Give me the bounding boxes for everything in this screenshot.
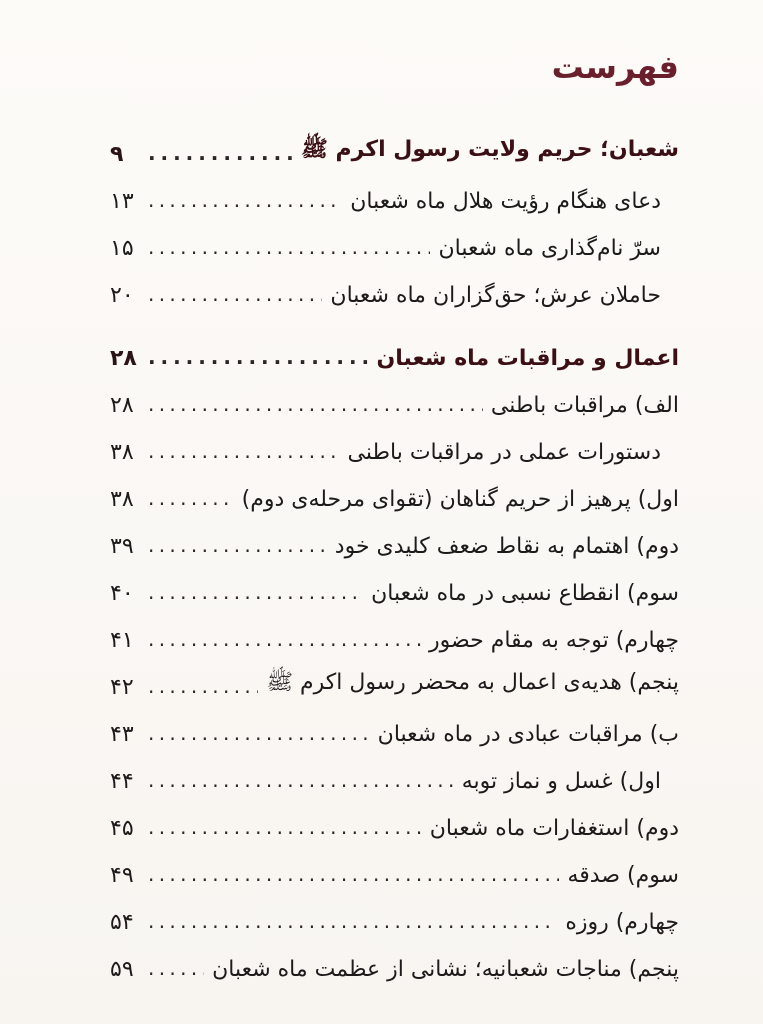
toc-entry-text: اعمال و مراقبات ماه شعبان	[376, 346, 679, 371]
toc-entry[interactable]	[110, 700, 679, 747]
toc-entry[interactable]	[110, 653, 679, 700]
dot-leader	[148, 486, 234, 512]
dot-leader	[148, 439, 340, 465]
toc-entry[interactable]	[110, 214, 679, 261]
toc-entry-page: ۳۸	[110, 440, 134, 465]
toc-entry[interactable]	[110, 794, 679, 841]
toc-entry-page: ۴۴	[110, 769, 134, 794]
dot-leader	[148, 815, 422, 841]
toc-entry-text: حاملان عرش؛ حق‌گزاران ماه شعبان	[330, 283, 661, 308]
toc-entry-page: ۹	[110, 142, 124, 167]
toc-entry[interactable]	[110, 324, 679, 371]
page-title: فهرست	[551, 48, 679, 86]
toc-entry-page: ۲۸	[110, 346, 137, 371]
toc-entry[interactable]	[110, 167, 679, 214]
toc-entry-page: ۴۹	[110, 863, 134, 888]
toc-entry-text: سوم) صدقه	[567, 863, 679, 888]
dot-leader	[148, 674, 258, 700]
toc-entry-text: دوم) استغفارات ماه شعبان	[429, 816, 679, 841]
toc-entry-text: چهارم) توجه به مقام حضور	[429, 628, 679, 653]
toc-entry-text: دستورات عملی در مراقبات باطنی	[347, 440, 661, 465]
dot-leader	[148, 721, 370, 747]
toc-entry-page: ۲۰	[110, 283, 134, 308]
toc-entry-page: ۵۴	[110, 910, 134, 935]
toc-entry-page: ۳۸	[110, 487, 134, 512]
dot-leader	[148, 627, 421, 653]
toc-entry-page: ۱۵	[110, 236, 134, 261]
toc-entry[interactable]	[110, 888, 679, 935]
toc-entry-text: الف) مراقبات باطنی	[490, 393, 679, 418]
toc-entry-text: سوم) انقطاع نسبی در ماه شعبان	[371, 581, 679, 606]
toc-entry-text: پنجم) هدیه‌ی اعمال به محضر رسول اکرم ﷺ	[266, 670, 679, 695]
toc-entry-text: ب) مراقبات عبادی در ماه شعبان	[377, 722, 679, 747]
toc-entry-text: دوم) اهتمام به نقاط ضعف کلیدی خود	[334, 534, 679, 559]
table-of-contents	[110, 120, 679, 982]
toc-entry-page: ۵۹	[110, 957, 134, 982]
toc-entry-page: ۱۳	[110, 189, 134, 214]
toc-entry[interactable]	[110, 418, 679, 465]
toc-entry[interactable]	[110, 120, 679, 167]
toc-entry-text: اول) پرهیز از حریم گناهان (تقوای مرحله‌ی دوم)	[241, 487, 679, 512]
dot-leader	[148, 580, 363, 606]
toc-entry[interactable]	[110, 512, 679, 559]
toc-entry-page: ۴۰	[110, 581, 134, 606]
toc-entry-page: ۴۱	[110, 628, 134, 653]
toc-entry[interactable]	[110, 371, 679, 418]
toc-entry[interactable]	[110, 261, 679, 308]
toc-entry-page: ۳۹	[110, 534, 134, 559]
toc-entry-page: ۲۸	[110, 393, 134, 418]
toc-entry-text: اول) غسل و نماز توبه	[461, 769, 661, 794]
toc-entry-page: ۴۲	[110, 675, 134, 700]
toc-entry[interactable]	[110, 935, 679, 982]
dot-leader	[148, 188, 342, 214]
toc-entry-page: ۴۵	[110, 816, 134, 841]
toc-entry-text: چهارم) روزه	[565, 910, 679, 935]
dot-leader	[148, 235, 430, 261]
dot-leader	[148, 345, 368, 371]
dot-leader	[148, 862, 559, 888]
toc-entry[interactable]	[110, 747, 679, 794]
dot-leader	[148, 956, 204, 982]
dot-leader	[148, 768, 454, 794]
dot-leader	[148, 392, 483, 418]
dot-leader	[148, 909, 557, 935]
dot-leader	[148, 282, 322, 308]
toc-entry[interactable]	[110, 465, 679, 512]
toc-entry-text: شعبان؛ حریم ولایت رسول اکرم ﷺ	[301, 137, 679, 162]
dot-leader	[148, 533, 327, 559]
toc-entry-text: سرّ نام‌گذاری ماه شعبان	[438, 236, 661, 261]
toc-entry[interactable]	[110, 841, 679, 888]
toc-entry[interactable]	[110, 606, 679, 653]
toc-entry-text: پنجم) مناجات شعبانیه؛ نشانی از عظمت ماه شعبان	[212, 957, 679, 982]
toc-entry[interactable]	[110, 559, 679, 606]
toc-entry-page: ۴۳	[110, 722, 134, 747]
dot-leader	[148, 141, 293, 167]
toc-entry-text: دعای هنگام رؤیت هلال ماه شعبان	[350, 189, 661, 214]
